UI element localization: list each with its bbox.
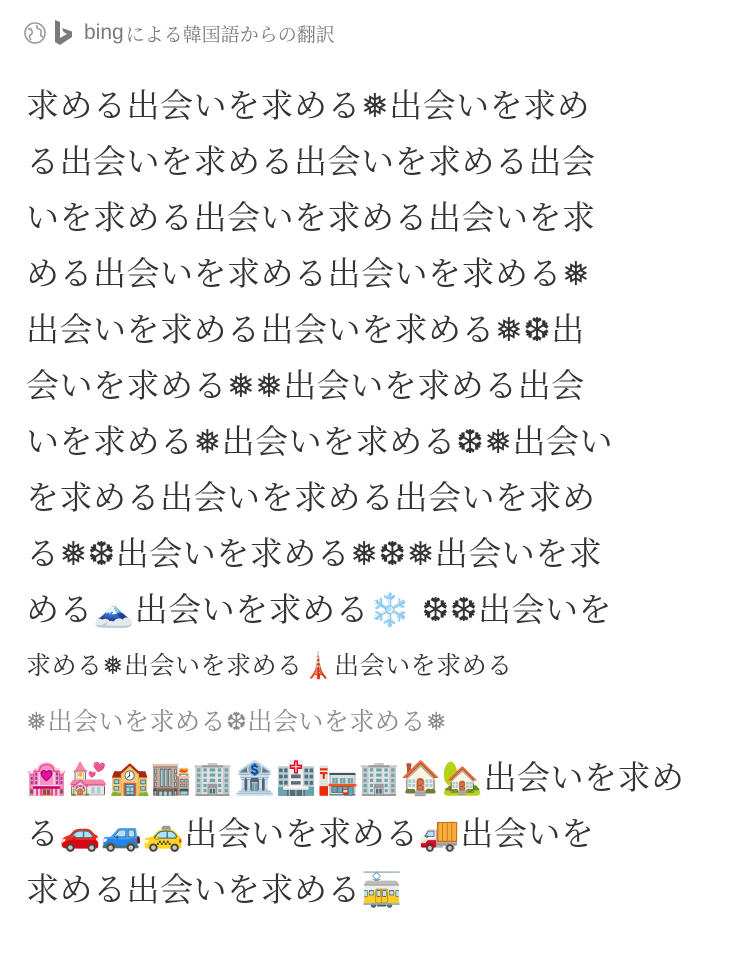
post-line: 🏩💒🏫🏬🏢🏦🏥🏣🏢🏠🏡出会いを求め xyxy=(26,758,685,797)
post-line: 求める出会いを求める❅出会いを求め xyxy=(26,86,591,125)
post-line: いを求める出会いを求める出会いを求 xyxy=(26,198,596,237)
bing-brand-text[interactable]: bing xyxy=(84,21,124,44)
post-line: ❅出会いを求める❆出会いを求める❅ xyxy=(26,707,448,736)
post-line: 求める❅出会いを求める🗼出会いを求める xyxy=(26,651,513,680)
post-line: いを求める❅出会いを求める❆❅出会い xyxy=(26,422,613,461)
post-line: 出会いを求める出会いを求める❅❆出 xyxy=(26,310,585,349)
globe-icon xyxy=(24,22,46,44)
post-body xyxy=(26,78,730,948)
post-line: 会いを求める❅❅出会いを求める出会 xyxy=(26,366,585,405)
translation-header xyxy=(24,18,335,48)
post-line: める🗻出会いを求める❄️ ❆❆出会いを xyxy=(26,590,612,629)
post-line: る❅❆出会いを求める❅❆❅出会いを求 xyxy=(26,534,603,573)
post-line: る出会いを求める出会いを求める出会 xyxy=(26,142,596,181)
translation-source-label: による韓国語からの翻訳 xyxy=(125,23,335,46)
post-line: める出会いを求める出会いを求める❅ xyxy=(26,254,591,293)
post-line: を求める出会いを求める出会いを求め xyxy=(26,478,596,517)
post-line: 求める出会いを求める🚋 xyxy=(26,870,403,909)
bing-logo-icon[interactable] xyxy=(52,19,76,47)
post-line: る🚗🚙🚕出会いを求める🚚出会いを xyxy=(26,814,595,853)
